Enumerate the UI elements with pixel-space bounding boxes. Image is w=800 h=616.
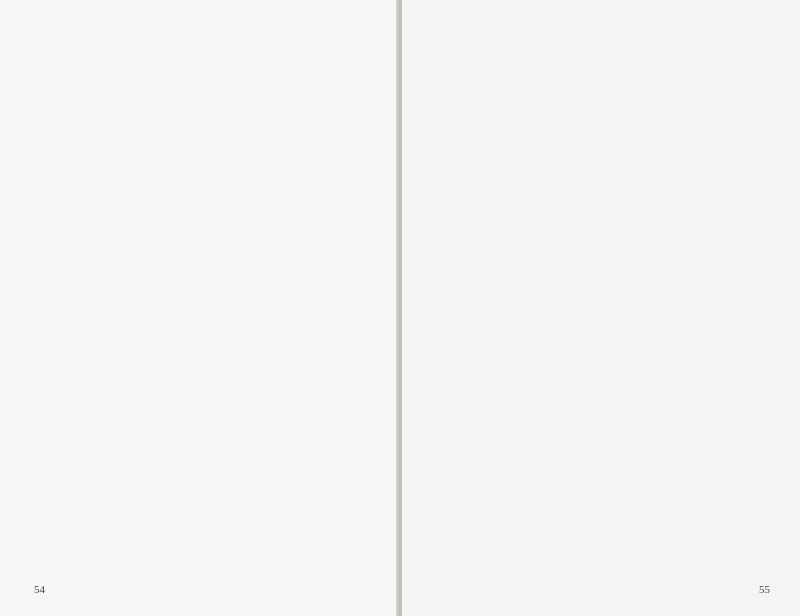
left-page-line	[34, 318, 366, 335]
left-page-line	[34, 420, 366, 437]
right-page-text	[434, 30, 770, 589]
left-page-line	[34, 453, 366, 470]
right-page	[402, 0, 800, 616]
right-page-line	[434, 267, 770, 284]
left-page-line	[34, 166, 366, 183]
right-page-line	[434, 115, 770, 132]
left-page-line	[34, 216, 366, 233]
left-page-line	[34, 182, 366, 199]
left-page-line	[34, 233, 366, 250]
right-page-line	[434, 132, 770, 149]
right-page-line	[434, 555, 770, 572]
left-page-line	[34, 149, 366, 166]
left-page-line	[34, 30, 366, 47]
left-page-line	[34, 572, 366, 589]
left-page-line	[34, 504, 366, 521]
left-page-line	[34, 81, 366, 98]
right-page-line	[434, 521, 770, 538]
left-page-line	[34, 132, 366, 149]
left-page-line	[34, 250, 366, 267]
left-page-line	[34, 98, 366, 115]
right-page-line	[434, 453, 770, 470]
left-page-line	[34, 521, 366, 538]
right-page-line	[434, 538, 770, 555]
left-page-line	[34, 284, 366, 301]
right-page-number: 55	[759, 584, 770, 596]
left-page-line	[34, 538, 366, 555]
right-page-line	[434, 98, 770, 115]
right-page-line	[434, 369, 770, 386]
left-page	[0, 0, 398, 616]
right-page-line	[434, 149, 770, 166]
right-page-line	[434, 420, 770, 437]
right-page-line	[434, 301, 770, 318]
left-page-line	[34, 115, 366, 132]
right-page-line	[434, 386, 770, 403]
right-page-line	[434, 284, 770, 301]
right-page-line	[434, 166, 770, 183]
left-page-line	[34, 199, 366, 216]
right-page-line	[434, 182, 770, 199]
left-page-text	[34, 30, 366, 589]
left-page-line	[34, 487, 366, 504]
left-page-line	[34, 403, 366, 420]
right-page-line	[434, 318, 770, 335]
right-page-line	[434, 335, 770, 352]
left-page-line	[34, 335, 366, 352]
left-page-line	[34, 47, 366, 64]
right-page-line	[434, 199, 770, 216]
right-page-line	[434, 487, 770, 504]
right-page-line	[434, 572, 770, 589]
right-page-line	[434, 233, 770, 250]
right-page-line	[434, 47, 770, 64]
right-page-line	[434, 504, 770, 521]
right-page-line	[434, 352, 770, 369]
left-page-line	[34, 386, 366, 403]
left-page-line	[34, 470, 366, 487]
right-page-line	[434, 437, 770, 454]
right-page-line	[434, 403, 770, 420]
left-page-line	[34, 267, 366, 284]
left-page-line	[34, 352, 366, 369]
right-page-line	[434, 81, 770, 98]
left-page-line	[34, 555, 366, 572]
right-page-line	[434, 470, 770, 487]
left-page-number: 54	[34, 584, 45, 596]
right-page-line	[434, 30, 770, 47]
left-page-line	[34, 369, 366, 386]
left-page-line	[34, 437, 366, 454]
right-page-line	[434, 64, 770, 81]
right-page-line	[434, 216, 770, 233]
left-page-line	[34, 301, 366, 318]
right-page-line	[434, 250, 770, 267]
left-page-line	[34, 64, 366, 81]
